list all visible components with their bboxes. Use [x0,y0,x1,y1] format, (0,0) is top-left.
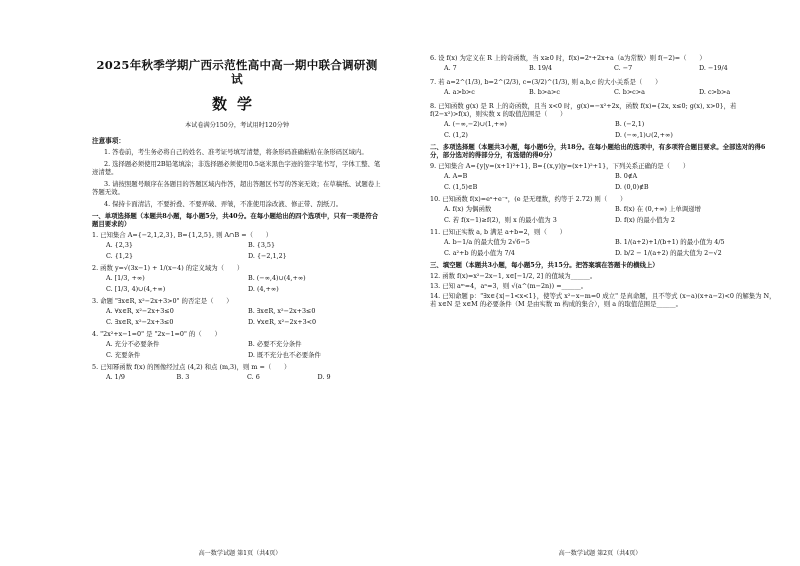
option: A. a>b>c [444,88,475,96]
option: D. f(x) 的最小值为 2 [615,216,675,224]
option: C. {1,2} [106,252,134,261]
question-6: 6. 设 f(x) 为定义在 R 上的奇函数，当 x≥0 时，f(x)=2ˣ+2x+a（a为常数）则 f(−2)=（ ） [430,54,706,62]
option: A. b−1/a 的最大值为 2√6−5 [444,238,530,246]
exam-title: 2025年秋季学期广西示范性高中高一期中联合调研测试 [96,58,378,87]
option: B. (−∞,4)∪(4,+∞) [248,274,306,283]
question-2-options [92,274,382,293]
option: C. [1/3, 4)∪(4,+∞) [106,285,166,294]
section-3-heading: 三、填空题（本题共3小题，每小题5分，共15分。把答案填在答题卡的横线上） [430,261,659,269]
option: C. ∃x∈R, x²−2x+3≤0 [106,318,174,327]
question-1-options [92,241,382,260]
option: B. f(x) 在 (0,+∞) 上单调递增 [615,205,701,213]
question-14: 14. 已知命题 p："∃x∈{x|−1<x<1}，使等式 x²−x−m=0 成立" 是真命题，且不等式 (x−a)(x+a−2)<0 的解集为 N，若 x∈N 是 x∈M 的必要条件（M 是由实数 m 构成的集合），则 a 的取值范围是______。 [430,292,776,308]
option: A. 7 [444,64,457,72]
question-3-options [92,307,382,326]
question-9: 9. 已知集合 A={y|y=(x+1)²+1}, B={(x,y)|y=(x+1)²+1}，下列关系正确的是（ ） [430,162,690,170]
note-1: 1. 答卷前，考生务必将自己的姓名、准考证号填写清楚，将条形码准确粘贴在条形码区域内。 [104,148,368,157]
question-3: 3. 命题 "∃x∈R, x²−2x+3>0" 的否定是（ ） [92,297,233,306]
option: C. 6 [247,373,260,382]
option: D. {−2,1,2} [248,252,287,261]
option: D. 既不充分也不必要条件 [248,351,321,360]
question-4: 4. "2x²+x−1=0" 是 "2x−1=0" 的（ ） [92,330,221,339]
option: D. (0,0)∉B [615,183,649,191]
option: C. 若 f(x−1)≥f(2)，则 x 的最小值为 3 [444,216,557,224]
option: A. 充分不必要条件 [106,340,160,349]
subject-title: 数学 [211,94,262,113]
option: B. 0∉A [615,172,638,180]
option: D. (−∞,1)∪(2,+∞) [615,131,673,139]
option: A. [1/3, +∞) [106,274,145,283]
question-8-options [430,120,778,139]
option: C. a²+b 的最小值为 7/4 [444,249,515,257]
question-7: 7. 若 a=2^(1/3), b=2^(2/3), c=(3/2)^(1/3), 则 a,b,c 的大小关系是（ ） [430,78,662,86]
notes-heading: 注意事项： [92,137,125,146]
option: D. c>b>a [699,88,731,96]
option: A. {2,3} [106,241,133,250]
option: A. A=B [444,172,468,180]
question-5: 5. 已知幂函数 f(x) 的图像经过点 (4,2) 和点 (m,3)，则 m =（ ） [92,363,291,372]
section-2-heading: 二、多项选择题（本题共3小题，每小题6分，共18分。在每小题给出的选项中，有多项符合题目要求。全部选对的得6分，部分选对的得部分分，有选错的得0分） [430,143,766,159]
option: C. −7 [614,64,633,72]
question-12: 12. 函数 f(x)=x²−2x−1, x∈[−1/2, 2] 的值域为______。 [430,272,597,280]
section-1-heading: 一、单项选择题（本题共8小题，每小题5分，共40分。在每小题给出的四个选项中，只有一项是符合题目要求的） [92,212,379,229]
option: B. 19/4 [529,64,553,72]
page-right [400,0,800,566]
option: B. b>a>c [529,88,560,96]
question-10: 10. 已知函数 f(x)=eˣ+e⁻ˣ，(e 是无理数，约等于 2.72) 则（ ） [430,195,627,203]
page-footer-left: 高一数学试题 第1页（共4页） [198,550,282,558]
question-10-options [430,205,778,224]
option: D. b/2 − 1/(a+2) 的最大值为 2−√2 [615,249,722,257]
option: B. ∃x∈R, x²−2x+3≤0 [248,307,316,316]
option: B. (−2,1) [615,120,645,128]
option: D. 9 [317,373,331,382]
option: B. 3 [176,373,190,382]
question-1: 1. 已知集合 A={−2,1,2,3}, B={1,2,5}, 则 A∩B =（ ） [92,231,273,240]
question-11-options [430,238,778,257]
question-11: 11. 已知正实数 a, b 满足 a+b=2，则（ ） [430,228,567,236]
option: B. {3,5} [248,241,276,250]
option: B. 必要不充分条件 [248,340,302,349]
option: D. ∀x∈R, x²−2x+3<0 [248,318,317,327]
option: C. b>c>a [614,88,645,96]
option: B. 1/(a+2)+1/(b+1) 的最小值为 4/5 [615,238,725,246]
page-footer-right: 高一数学试题 第2页（共4页） [558,550,642,558]
option: A. f(x) 为偶函数 [444,205,492,213]
question-6-options [430,64,778,72]
question-13: 13. 已知 aᵐ=4，aⁿ=3，则 √(a^(m−2n)) =______。 [430,282,588,290]
note-2: 2. 选择题必须使用2B铅笔填涂；非选择题必须使用0.5毫米黑色字迹的签字笔书写，字体工整、笔迹清楚。 [92,160,381,177]
question-8: 8. 已知函数 g(x) 是 R 上的奇函数，且当 x<0 时，g(x)=−x²+2x，函数 f(x)={2x, x≤0; g(x), x>0}，若 f(2−x²)>f(x)，则实数 x 的取值范围是（ ） [430,102,737,118]
note-4: 4. 保持卡面清洁，不要折叠、不要弄破、弄皱，不准使用涂改液、修正带、刮纸刀。 [104,200,343,209]
question-7-options [430,88,778,96]
option: A. 1/9 [106,373,125,382]
option: C. (1,2) [444,131,468,139]
exam-info: 本试卷满分150分，考试用时120分钟 [184,121,290,129]
question-5-options [92,373,382,381]
option: A. (−∞,−2)∪(1,+∞) [444,120,507,128]
option: D. −19/4 [699,64,728,72]
option: A. ∀x∈R, x²−2x+3≤0 [106,307,174,316]
question-9-options [430,172,778,191]
note-3: 3. 请按照题号顺序在各题目的答题区域内作答，超出答题区书写的答案无效；在草稿纸、试题卷上答题无效。 [92,180,381,197]
option: D. (4,+∞) [248,285,279,294]
option: C. 充要条件 [106,351,141,360]
question-2: 2. 函数 y=√(3x−1) + 1/(x−4) 的定义域为（ ） [92,264,244,273]
option: C. (1,5)∈B [444,183,478,191]
question-4-options [92,340,382,359]
